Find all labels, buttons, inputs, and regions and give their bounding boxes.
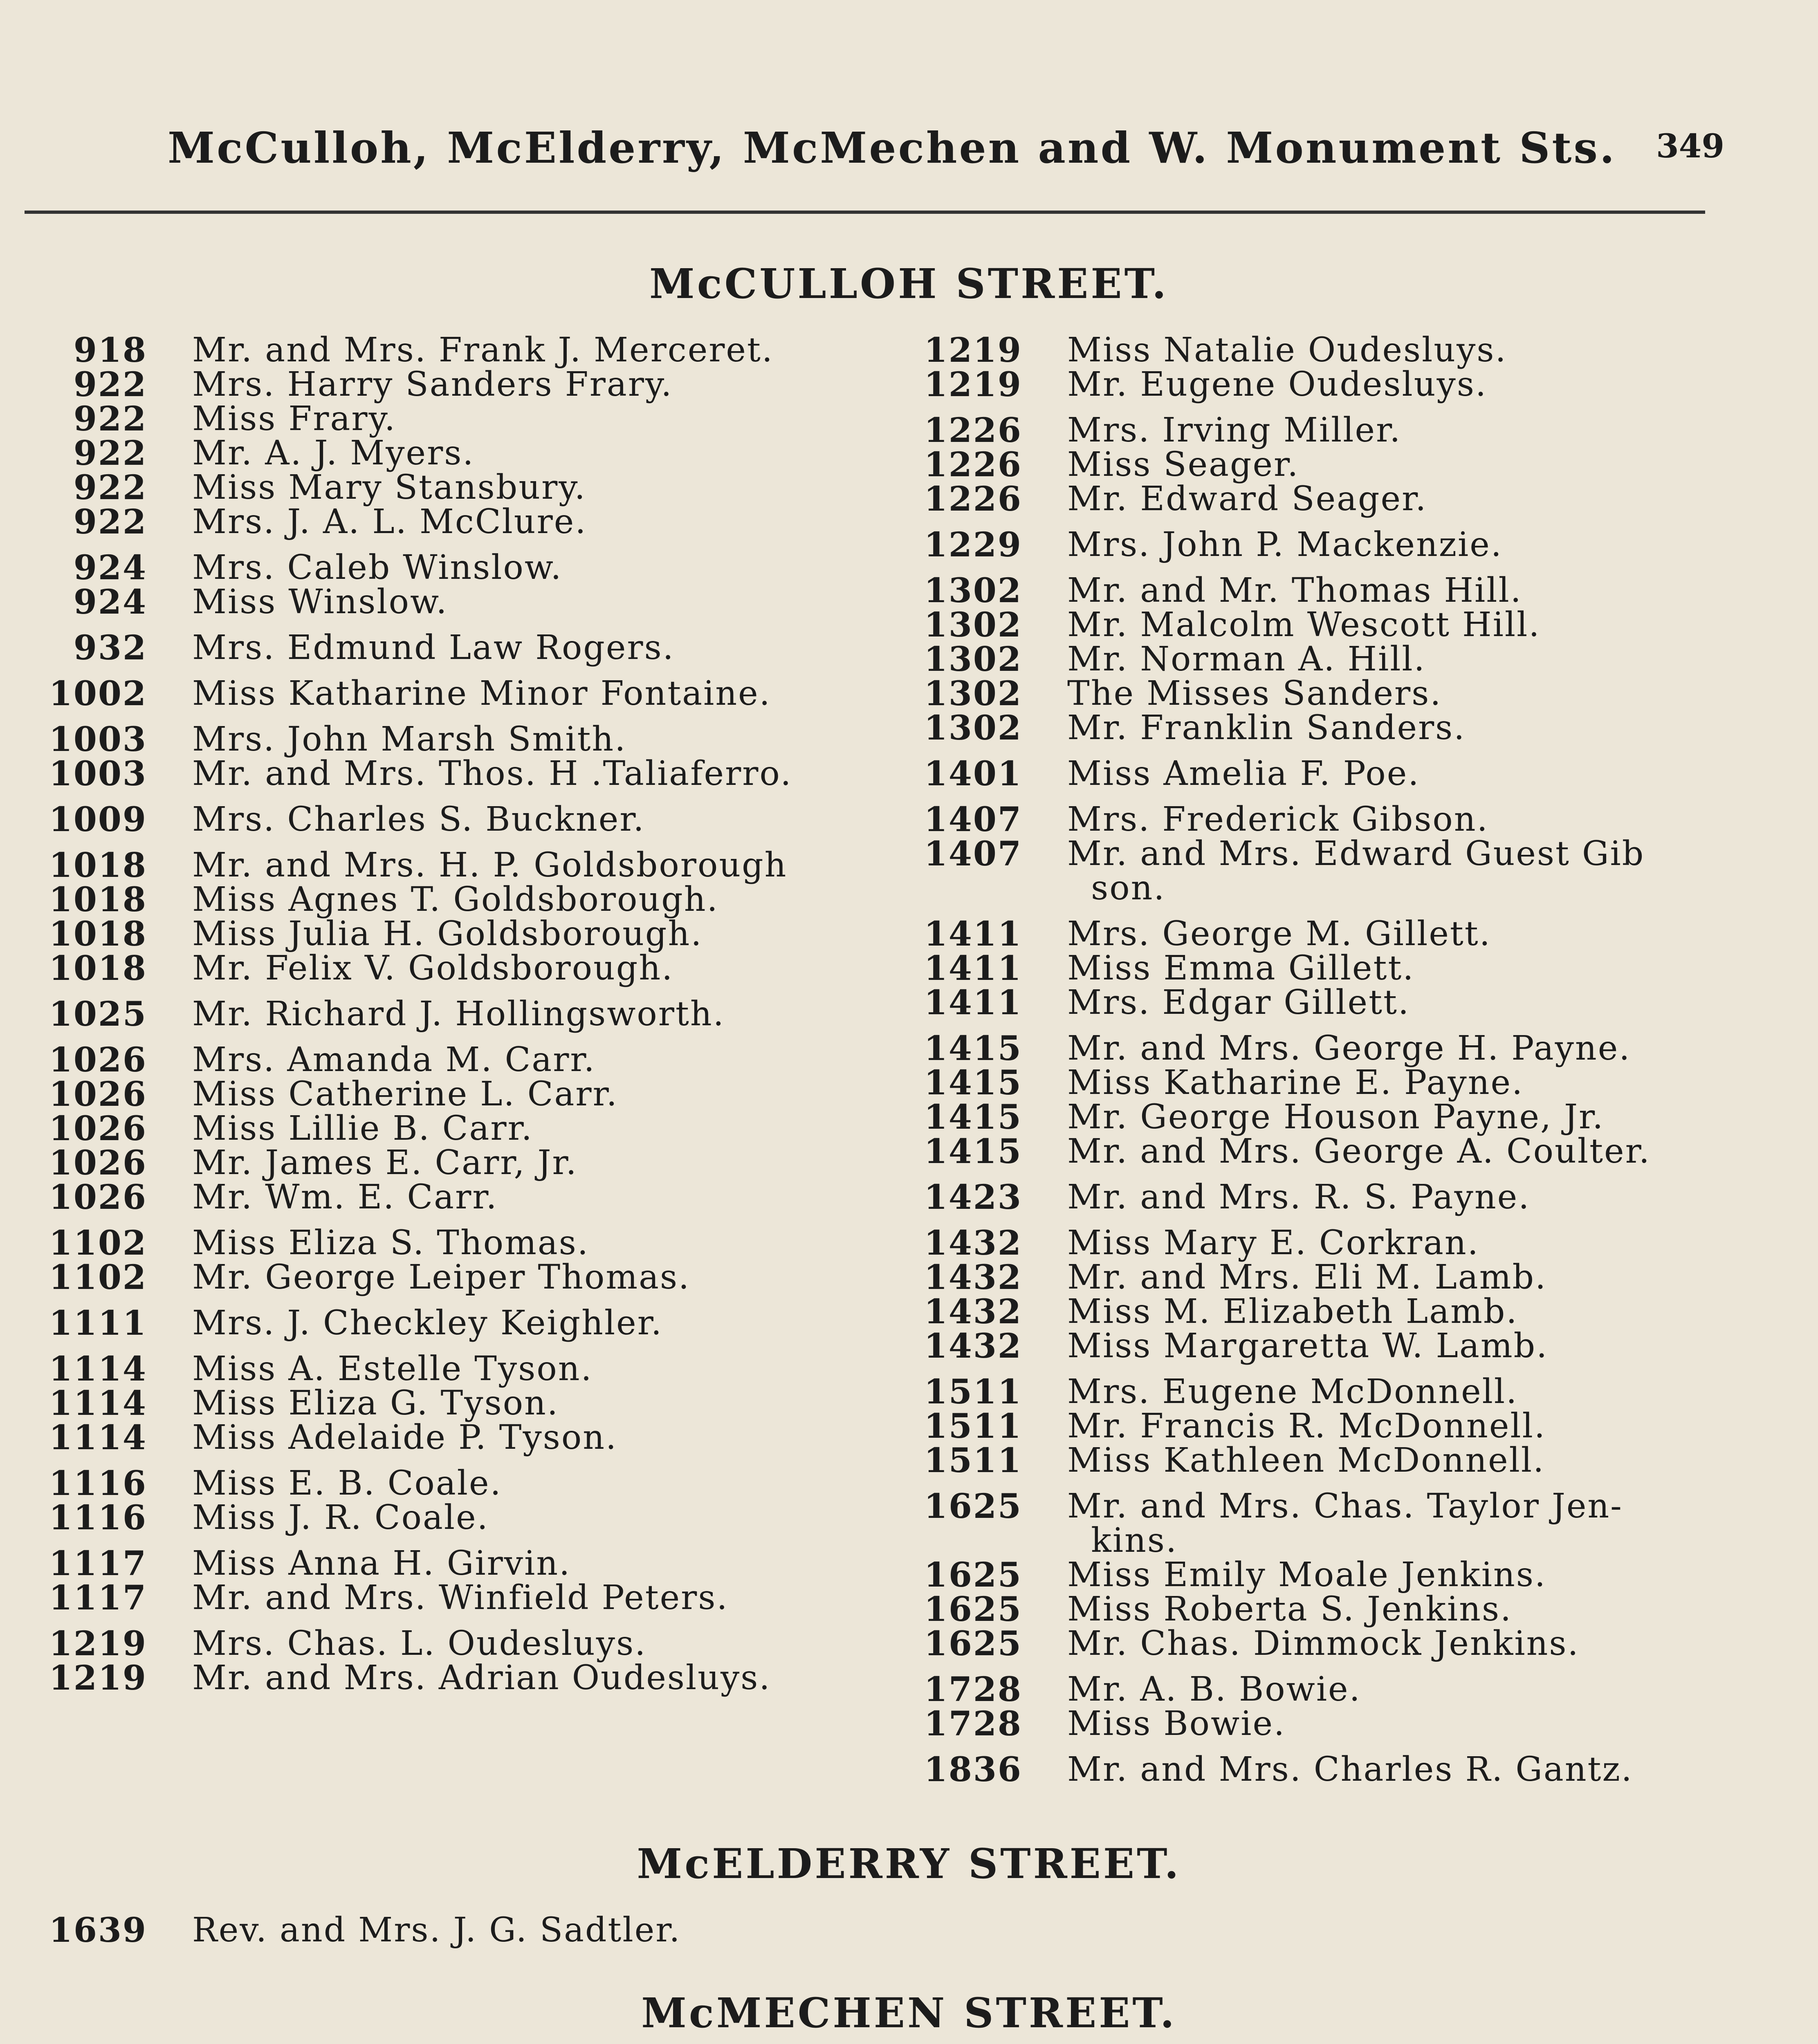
directory-entry: [25, 951, 863, 986]
resident-name: Mrs. Charles S. Buckner.: [192, 800, 645, 839]
section-title-mcelderry: McELDERRY STREET.: [637, 1840, 1181, 1888]
resident-name: Miss Natalie Oudesluys.: [1067, 331, 1507, 370]
house-number: 1407: [924, 834, 1022, 874]
directory-entry: [25, 1498, 863, 1537]
house-number: 1003: [49, 754, 147, 793]
page-header-title: McCulloh, McElderry, McMechen and W. Monument Sts.: [168, 123, 1617, 173]
house-number: 1302: [924, 674, 1022, 713]
directory-entry: [900, 754, 1738, 793]
house-number: 1111: [49, 1304, 147, 1343]
directory-entry: [900, 413, 1738, 448]
house-number: 1226: [924, 445, 1022, 484]
directory-entry: [25, 1913, 863, 1948]
house-number: 918: [73, 331, 147, 370]
directory-entry: [900, 1098, 1738, 1137]
house-number: 922: [73, 399, 147, 439]
resident-name: Mr. George Houson Payne, Jr.: [1067, 1098, 1605, 1136]
directory-entry: [25, 1466, 863, 1501]
directory-entry: [900, 1672, 1738, 1707]
directory-entry: [900, 480, 1738, 519]
house-number: 1401: [924, 754, 1022, 793]
resident-name: Mrs. Amanda M. Carr.: [192, 1040, 596, 1079]
house-number: 1302: [924, 605, 1022, 645]
house-number: 1026: [49, 1075, 147, 1114]
resident-name: Mr. Eugene Oudesluys.: [1067, 365, 1488, 404]
resident-name: Mr. Norman A. Hill.: [1067, 640, 1426, 679]
house-number: 1226: [924, 411, 1022, 450]
resident-name: Miss Mary E. Corkran.: [1067, 1224, 1479, 1262]
directory-entry: [900, 525, 1738, 565]
house-number: 1018: [49, 914, 147, 954]
directory-entry: [900, 1704, 1738, 1744]
house-number: 1728: [924, 1704, 1022, 1744]
directory-entry: [25, 399, 863, 439]
resident-name: Rev. and Mrs. J. G. Sadtler.: [192, 1911, 681, 1950]
resident-name: Miss Catherine L. Carr.: [192, 1075, 618, 1114]
resident-name: Miss Roberta S. Jenkins.: [1067, 1590, 1513, 1629]
resident-name: Mr. and Mrs. Thos. H .Taliaferro.: [192, 754, 792, 793]
directory-entry: [25, 1349, 863, 1389]
house-number: 1025: [49, 995, 147, 1034]
directory-entry: [25, 1386, 863, 1421]
house-number: 1432: [924, 1224, 1022, 1263]
house-number: 1219: [49, 1624, 147, 1663]
resident-name: Mr. and Mrs. Chas. Taylor Jen- kins.: [1067, 1487, 1623, 1560]
house-number: 1432: [924, 1258, 1022, 1297]
resident-name: Miss Katharine Minor Fontaine.: [192, 674, 771, 713]
resident-name: Miss E. B. Coale.: [192, 1464, 502, 1503]
resident-name: Miss Eliza S. Thomas.: [192, 1224, 589, 1262]
house-number: 1625: [924, 1624, 1022, 1663]
directory-entry: [25, 365, 863, 404]
house-number: 1407: [924, 800, 1022, 839]
directory-entry: [25, 1304, 863, 1343]
resident-name: Mr. Franklin Sanders.: [1067, 708, 1466, 747]
directory-entry: [900, 1292, 1738, 1331]
resident-name: Miss Kathleen McDonnell.: [1067, 1441, 1545, 1480]
directory-entry: [900, 1624, 1738, 1663]
house-number: 1411: [924, 949, 1022, 988]
resident-name: Mr. and Mrs. Eli M. Lamb.: [1067, 1258, 1547, 1297]
house-number: 1114: [49, 1349, 147, 1389]
resident-name: Miss Eliza G. Tyson.: [192, 1384, 559, 1423]
resident-name: Miss Katharine E. Payne.: [1067, 1063, 1524, 1102]
resident-name: Mrs. Edmund Law Rogers.: [192, 628, 675, 667]
resident-name: Mr. and Mrs. H. P. Goldsborough: [192, 846, 788, 885]
resident-name: Mr. and Mrs. Edward Guest Gib son.: [1067, 834, 1645, 908]
directory-entry: [25, 802, 863, 837]
house-number: 1728: [924, 1670, 1022, 1709]
house-number: 924: [73, 583, 147, 622]
directory-entry: [900, 1750, 1738, 1789]
directory-entry: [900, 1260, 1738, 1295]
directory-entry: [25, 502, 863, 542]
section-title-mcculloh: McCULLOH STREET.: [649, 260, 1169, 308]
resident-name: Miss Frary.: [192, 399, 397, 438]
directory-entry: [900, 802, 1738, 837]
resident-name: Mrs. Harry Sanders Frary.: [192, 365, 673, 404]
resident-name: Mr. James E. Carr, Jr.: [192, 1143, 578, 1182]
directory-entry: [25, 1224, 863, 1263]
directory-entry: [900, 1555, 1738, 1595]
house-number: 1411: [924, 914, 1022, 954]
mcculloh-right-column: [900, 333, 1738, 1787]
resident-name: Mr. Wm. E. Carr.: [192, 1178, 498, 1217]
house-number: 922: [73, 434, 147, 473]
directory-entry: [900, 365, 1738, 404]
resident-name: Mr. and Mrs. George A. Coulter.: [1067, 1132, 1651, 1171]
resident-name: Mrs. Eugene McDonnell.: [1067, 1372, 1518, 1411]
house-number: 1415: [924, 1098, 1022, 1137]
house-number: 1117: [49, 1578, 147, 1618]
resident-name: Mr. and Mrs. George H. Payne.: [1067, 1029, 1631, 1068]
resident-name: Miss A. Estelle Tyson.: [192, 1349, 593, 1388]
directory-entry: [900, 1134, 1738, 1169]
house-number: 1836: [924, 1750, 1022, 1789]
resident-name: Miss Adelaide P. Tyson.: [192, 1418, 618, 1457]
directory-entry: [25, 754, 863, 793]
house-number: 1018: [49, 846, 147, 885]
resident-name: Miss Winslow.: [192, 583, 448, 621]
house-number: 922: [73, 468, 147, 507]
directory-entry: [900, 674, 1738, 713]
house-number: 1226: [924, 480, 1022, 519]
house-number: 1116: [49, 1464, 147, 1503]
resident-name: Mrs. John Marsh Smith.: [192, 720, 627, 759]
house-number: 1625: [924, 1590, 1022, 1629]
house-number: 1219: [49, 1659, 147, 1698]
page-number: 349: [1656, 127, 1724, 165]
directory-entry: [25, 548, 863, 587]
directory-entry: [900, 445, 1738, 484]
house-number: 1002: [49, 674, 147, 713]
resident-name: Miss Agnes T. Goldsborough.: [192, 880, 719, 919]
directory-entry: [25, 436, 863, 471]
directory-entry: [900, 834, 1738, 908]
directory-entry: [25, 1040, 863, 1080]
directory-entry: [25, 848, 863, 883]
house-number: 932: [73, 628, 147, 668]
house-number: 1432: [924, 1292, 1022, 1331]
house-number: 1411: [924, 983, 1022, 1022]
directory-entry: [900, 571, 1738, 610]
resident-name: Miss Seager.: [1067, 445, 1300, 484]
house-number: 1114: [49, 1418, 147, 1457]
resident-name: Miss M. Elizabeth Lamb.: [1067, 1292, 1518, 1331]
resident-name: Mr. and Mrs. Charles R. Gantz.: [1067, 1750, 1633, 1789]
house-number: 1415: [924, 1029, 1022, 1068]
house-number: 1415: [924, 1063, 1022, 1103]
house-number: 1009: [49, 800, 147, 839]
house-number: 1302: [924, 571, 1022, 610]
resident-name: Mr. and Mrs. Winfield Peters.: [192, 1578, 729, 1617]
house-number: 1026: [49, 1040, 147, 1080]
resident-name: Miss Anna H. Girvin.: [192, 1544, 571, 1583]
resident-name: Mr. Malcolm Wescott Hill.: [1067, 605, 1541, 644]
directory-entry: [25, 1578, 863, 1618]
house-number: 1116: [49, 1498, 147, 1537]
resident-name: Mr. and Mrs. Frank J. Merceret.: [192, 331, 774, 370]
house-number: 1026: [49, 1143, 147, 1183]
house-number: 922: [73, 365, 147, 404]
resident-name: Miss Emily Moale Jenkins.: [1067, 1555, 1546, 1594]
directory-entry: [25, 628, 863, 668]
house-number: 1018: [49, 880, 147, 919]
resident-name: Mr. A. J. Myers.: [192, 434, 475, 473]
house-number: 1229: [924, 525, 1022, 565]
resident-name: Mrs. J. A. L. McClure.: [192, 502, 587, 541]
resident-name: Miss Lillie B. Carr.: [192, 1109, 533, 1148]
directory-entry: [900, 983, 1738, 1022]
resident-name: Mr. and Mr. Thomas Hill.: [1067, 571, 1522, 610]
resident-name: Miss Julia H. Goldsborough.: [192, 914, 703, 953]
resident-name: Mr. Chas. Dimmock Jenkins.: [1067, 1624, 1580, 1663]
house-number: 1423: [924, 1178, 1022, 1217]
resident-name: The Misses Sanders.: [1067, 674, 1442, 713]
directory-entry: [900, 605, 1738, 645]
directory-entry: [25, 1659, 863, 1698]
resident-name: Mrs. Caleb Winslow.: [192, 548, 563, 587]
directory-entry: [900, 333, 1738, 368]
directory-entry: [900, 1224, 1738, 1263]
directory-entry: [900, 914, 1738, 954]
directory-entry: [25, 333, 863, 368]
directory-entry: [25, 880, 863, 919]
resident-name: Miss Margaretta W. Lamb.: [1067, 1327, 1549, 1365]
resident-name: Mrs. Frederick Gibson.: [1067, 800, 1489, 839]
house-number: 1219: [924, 331, 1022, 370]
resident-name: Miss Mary Stansbury.: [192, 468, 586, 507]
directory-entry: [900, 1489, 1738, 1558]
directory-entry: [25, 1143, 863, 1183]
directory-entry: [25, 1546, 863, 1581]
house-number: 1432: [924, 1327, 1022, 1366]
resident-name: Mrs. J. Checkley Keighler.: [192, 1304, 663, 1342]
resident-name: Mrs. John P. Mackenzie.: [1067, 525, 1503, 564]
house-number: 1026: [49, 1178, 147, 1217]
directory-entry: [900, 1180, 1738, 1215]
resident-name: Mr. Edward Seager.: [1067, 480, 1427, 518]
resident-name: Mr. and Mrs. R. S. Payne.: [1067, 1178, 1531, 1217]
mcculloh-left-column: [25, 331, 863, 1698]
mcelderry-left-column: [25, 1913, 863, 1948]
resident-name: Miss Bowie.: [1067, 1704, 1286, 1743]
directory-entry: [25, 1180, 863, 1215]
directory-entry: [900, 1063, 1738, 1103]
directory-entry: [25, 1109, 863, 1148]
directory-entry: [900, 951, 1738, 986]
house-number: 1003: [49, 720, 147, 759]
house-number: 1302: [924, 708, 1022, 748]
resident-name: Miss Emma Gillett.: [1067, 949, 1415, 988]
house-number: 1511: [924, 1407, 1022, 1446]
resident-name: Mr. Francis R. McDonnell.: [1067, 1407, 1546, 1446]
resident-name: Mr. and Mrs. Adrian Oudesluys.: [192, 1659, 771, 1697]
directory-entry: [25, 1260, 863, 1295]
directory-entry: [25, 583, 863, 622]
resident-name: Mrs. Chas. L. Oudesluys.: [192, 1624, 647, 1663]
header-rule: [25, 211, 1705, 214]
house-number: 1102: [49, 1224, 147, 1263]
house-number: 1026: [49, 1109, 147, 1148]
resident-name: Mr. Felix V. Goldsborough.: [192, 949, 674, 988]
house-number: 1415: [924, 1132, 1022, 1171]
directory-entry: [25, 1077, 863, 1112]
directory-entry: [900, 642, 1738, 677]
house-number: 924: [73, 548, 147, 587]
resident-name: Miss Amelia F. Poe.: [1067, 754, 1420, 793]
directory-entry: [900, 1407, 1738, 1446]
directory-entry: [25, 674, 863, 713]
house-number: 1219: [924, 365, 1022, 404]
directory-entry: [25, 914, 863, 954]
house-number: 1117: [49, 1544, 147, 1583]
directory-entry: [900, 1031, 1738, 1066]
directory-entry: [900, 1443, 1738, 1478]
directory-entry: [900, 708, 1738, 748]
house-number: 1102: [49, 1258, 147, 1297]
house-number: 1625: [924, 1555, 1022, 1595]
directory-entry: [25, 468, 863, 507]
house-number: 1511: [924, 1372, 1022, 1412]
house-number: 1302: [924, 640, 1022, 679]
house-number: 1511: [924, 1441, 1022, 1480]
directory-entry: [25, 1624, 863, 1663]
resident-name: Mrs. George M. Gillett.: [1067, 914, 1491, 953]
directory-entry: [25, 995, 863, 1034]
resident-name: Mr. George Leiper Thomas.: [192, 1258, 691, 1297]
resident-name: Mr. A. B. Bowie.: [1067, 1670, 1361, 1709]
directory-entry: [25, 722, 863, 757]
directory-entry: [25, 1418, 863, 1457]
house-number: 922: [73, 502, 147, 542]
house-number: 1639: [49, 1911, 147, 1950]
section-title-mcmechen: McMECHEN STREET.: [641, 1989, 1177, 2037]
directory-entry: [900, 1327, 1738, 1366]
resident-name: Miss J. R. Coale.: [192, 1498, 489, 1537]
directory-entry: [900, 1592, 1738, 1627]
resident-name: Mrs. Edgar Gillett.: [1067, 983, 1410, 1022]
house-number: 1625: [924, 1487, 1022, 1526]
resident-name: Mr. Richard J. Hollingsworth.: [192, 995, 725, 1033]
house-number: 1114: [49, 1384, 147, 1423]
resident-name: Mrs. Irving Miller.: [1067, 411, 1402, 450]
house-number: 1018: [49, 949, 147, 988]
directory-entry: [900, 1372, 1738, 1412]
